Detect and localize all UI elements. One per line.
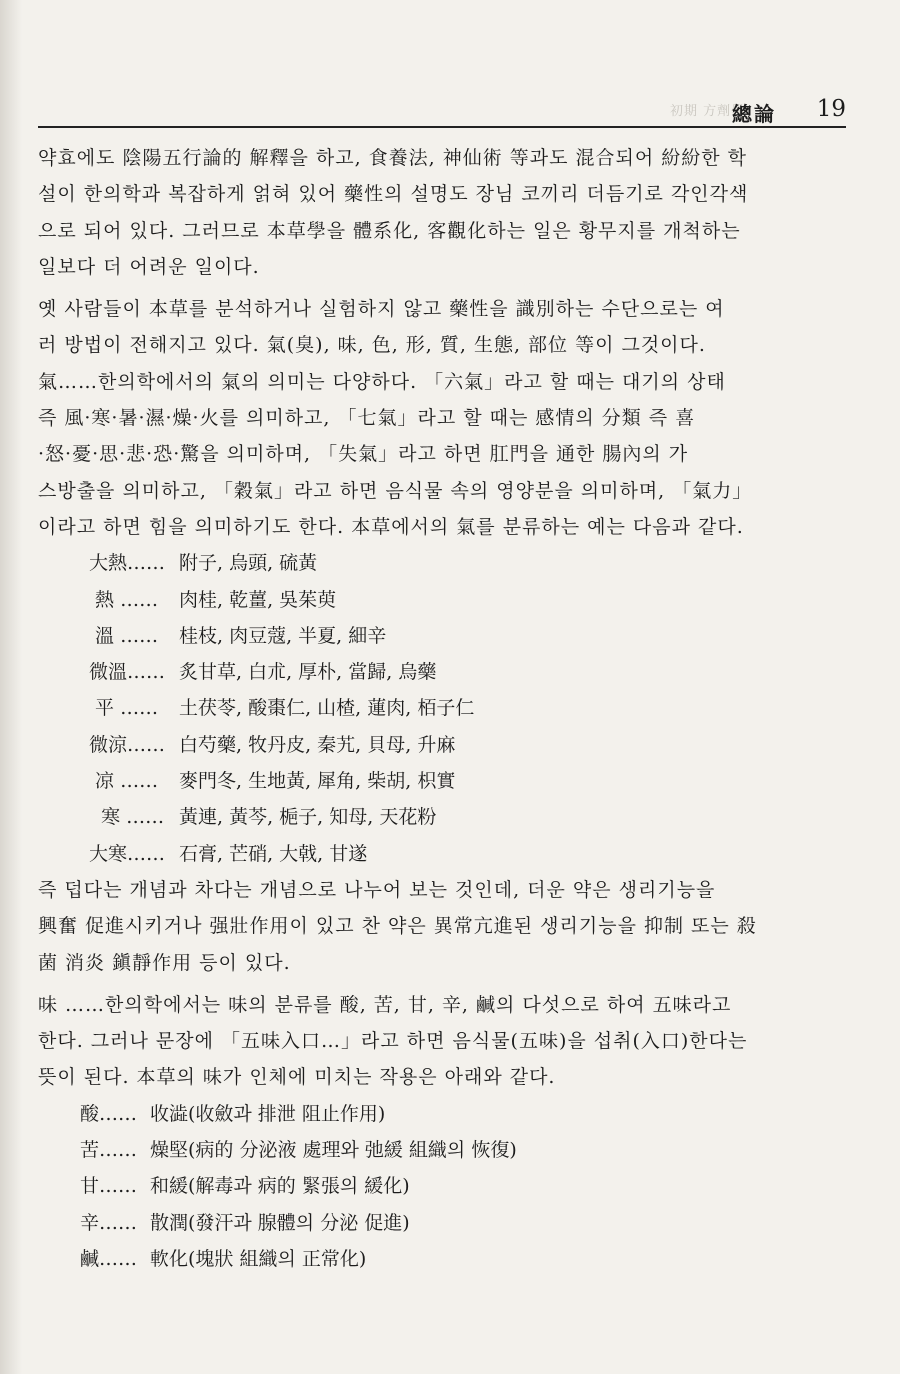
- item-key: 微涼……: [89, 733, 166, 756]
- list-item: [38, 618, 846, 654]
- list-item: [38, 1168, 846, 1204]
- item-key: 熱 ……: [89, 588, 159, 611]
- list-item: [38, 690, 846, 726]
- list-item: [38, 763, 846, 799]
- item-value: 和緩(解毒과 病的 緊張의 緩化): [150, 1175, 410, 1198]
- list-item: [38, 1096, 846, 1132]
- item-value: 肉桂, 乾薑, 吳茱萸: [179, 588, 337, 611]
- item-key: 寒 ……: [89, 806, 165, 829]
- item-value: 白芍藥, 牧丹皮, 秦艽, 貝母, 升麻: [179, 733, 456, 756]
- text-line: 설이 한의학과 복잡하게 얽혀 있어 藥性의 설명도 장님 코끼리 더듬기로 각인각색: [38, 183, 749, 206]
- item-value: 軟化(塊狀 組織의 正常化): [150, 1247, 367, 1270]
- item-value: 桂枝, 肉豆蔻, 半夏, 細辛: [179, 624, 387, 647]
- list-item: [38, 545, 846, 581]
- show-through-text: 初期 方劑學: [670, 104, 746, 119]
- item-key: 苦……: [80, 1139, 138, 1162]
- text-line: 味 ……한의학에서는 味의 분류를 酸, 苦, 甘, 辛, 鹹의 다섯으로 하여 五味라고: [38, 993, 732, 1016]
- page-body: [38, 140, 846, 1277]
- item-key: 大寒……: [89, 842, 166, 865]
- text-line: 한다. 그러나 문장에 「五味入口…」라고 하면 음식물(五味)을 섭취(入口)한다는: [38, 1030, 748, 1053]
- item-value: 炙甘草, 白朮, 厚朴, 當歸, 烏藥: [179, 661, 437, 684]
- item-value: 收澁(收斂과 排泄 阻止作用): [150, 1102, 386, 1125]
- page-number: 19: [816, 96, 846, 122]
- header-rule: [38, 126, 846, 128]
- text-line: 러 방법이 전해지고 있다. 氣(臭), 味, 色, 形, 質, 生態, 部位 等이 그것이다.: [38, 334, 706, 357]
- taste-effect-list: [38, 1096, 846, 1277]
- item-value: 土茯苓, 酸棗仁, 山楂, 蓮肉, 栢子仁: [179, 697, 475, 720]
- text-line: 즉 風·寒·暑·濕·燥·火를 의미하고, 「七氣」라고 할 때는 感情의 分類 즉 喜: [38, 407, 696, 430]
- item-value: 麥門冬, 生地黃, 犀角, 柴胡, 枳實: [179, 770, 456, 793]
- running-header: [38, 96, 846, 128]
- text-line: 뜻이 된다. 本草의 味가 인체에 미치는 작용은 아래와 같다.: [38, 1066, 556, 1089]
- text-line: ·怒·憂·思·悲·恐·驚을 의미하며, 「失氣」라고 하면 肛門을 通한 腸內의 가: [38, 443, 689, 466]
- text-line: 약효에도 陰陽五行論的 解釋을 하고, 食養法, 神仙術 等과도 混合되어 紛紛한 학: [38, 147, 748, 169]
- intro-paragraph: [38, 140, 846, 285]
- text-line: 옛 사람들이 本草를 분석하거나 실험하지 않고 藥性을 識別하는 수단으로는 여: [38, 298, 725, 321]
- item-value: 燥堅(病的 分泌液 處理와 弛緩 組織의 恢復): [150, 1139, 517, 1162]
- text-line: 興奮 促進시키거나 强壯作用이 있고 찬 약은 異常亢進된 생리기능을 抑制 또는 殺: [38, 915, 757, 938]
- item-value: 黃連, 黃芩, 梔子, 知母, 天花粉: [179, 806, 437, 829]
- text-line: 스방출을 의미하고, 「穀氣」라고 하면 음식물 속의 영양분을 의미하며, 「氣力」: [38, 479, 753, 502]
- text-line: 일보다 더 어려운 일이다.: [38, 255, 260, 278]
- item-key: 平 ……: [89, 697, 159, 720]
- qi-paragraph: [38, 364, 846, 545]
- text-line: 이라고 하면 힘을 의미하기도 한다. 本草에서의 氣를 분류하는 예는 다음과 같다.: [38, 515, 744, 538]
- qi-classification-list: [38, 545, 846, 872]
- item-key: 溫 ……: [89, 624, 159, 647]
- list-item: [38, 1132, 846, 1168]
- item-value: 石膏, 芒硝, 大戟, 甘遂: [179, 842, 368, 865]
- item-key: 微溫……: [89, 661, 166, 684]
- list-item: [38, 799, 846, 835]
- item-key: 凉 ……: [89, 770, 159, 793]
- list-item: [38, 836, 846, 872]
- list-item: [38, 582, 846, 618]
- methods-paragraph: [38, 291, 846, 364]
- page-edge: [0, 0, 22, 1374]
- qi-summary-paragraph: [38, 872, 846, 981]
- list-item: [38, 1241, 846, 1277]
- item-key: 鹹……: [80, 1247, 138, 1270]
- section-title: 總論: [732, 102, 776, 126]
- taste-paragraph: [38, 987, 846, 1096]
- text-line: 으로 되어 있다. 그러므로 本草學을 體系化, 客觀化하는 일은 황무지를 개척하는: [38, 219, 741, 242]
- list-item: [38, 1205, 846, 1241]
- text-line: 즉 덥다는 개념과 차다는 개념으로 나누어 보는 것인데, 더운 약은 생리기능을: [38, 878, 716, 901]
- item-key: 大熱……: [89, 552, 166, 575]
- item-key: 酸……: [80, 1102, 138, 1125]
- item-key: 辛……: [80, 1211, 138, 1234]
- item-value: 附子, 烏頭, 硫黃: [179, 552, 318, 575]
- text-line: 氣……한의학에서의 氣의 의미는 다양하다. 「六氣」라고 할 때는 대기의 상태: [38, 370, 726, 393]
- list-item: [38, 727, 846, 763]
- item-key: 甘……: [80, 1175, 138, 1198]
- item-value: 散潤(發汗과 腺體의 分泌 促進): [150, 1211, 410, 1234]
- list-item: [38, 654, 846, 690]
- text-line: 菌 消炎 鎭靜作用 등이 있다.: [38, 951, 291, 974]
